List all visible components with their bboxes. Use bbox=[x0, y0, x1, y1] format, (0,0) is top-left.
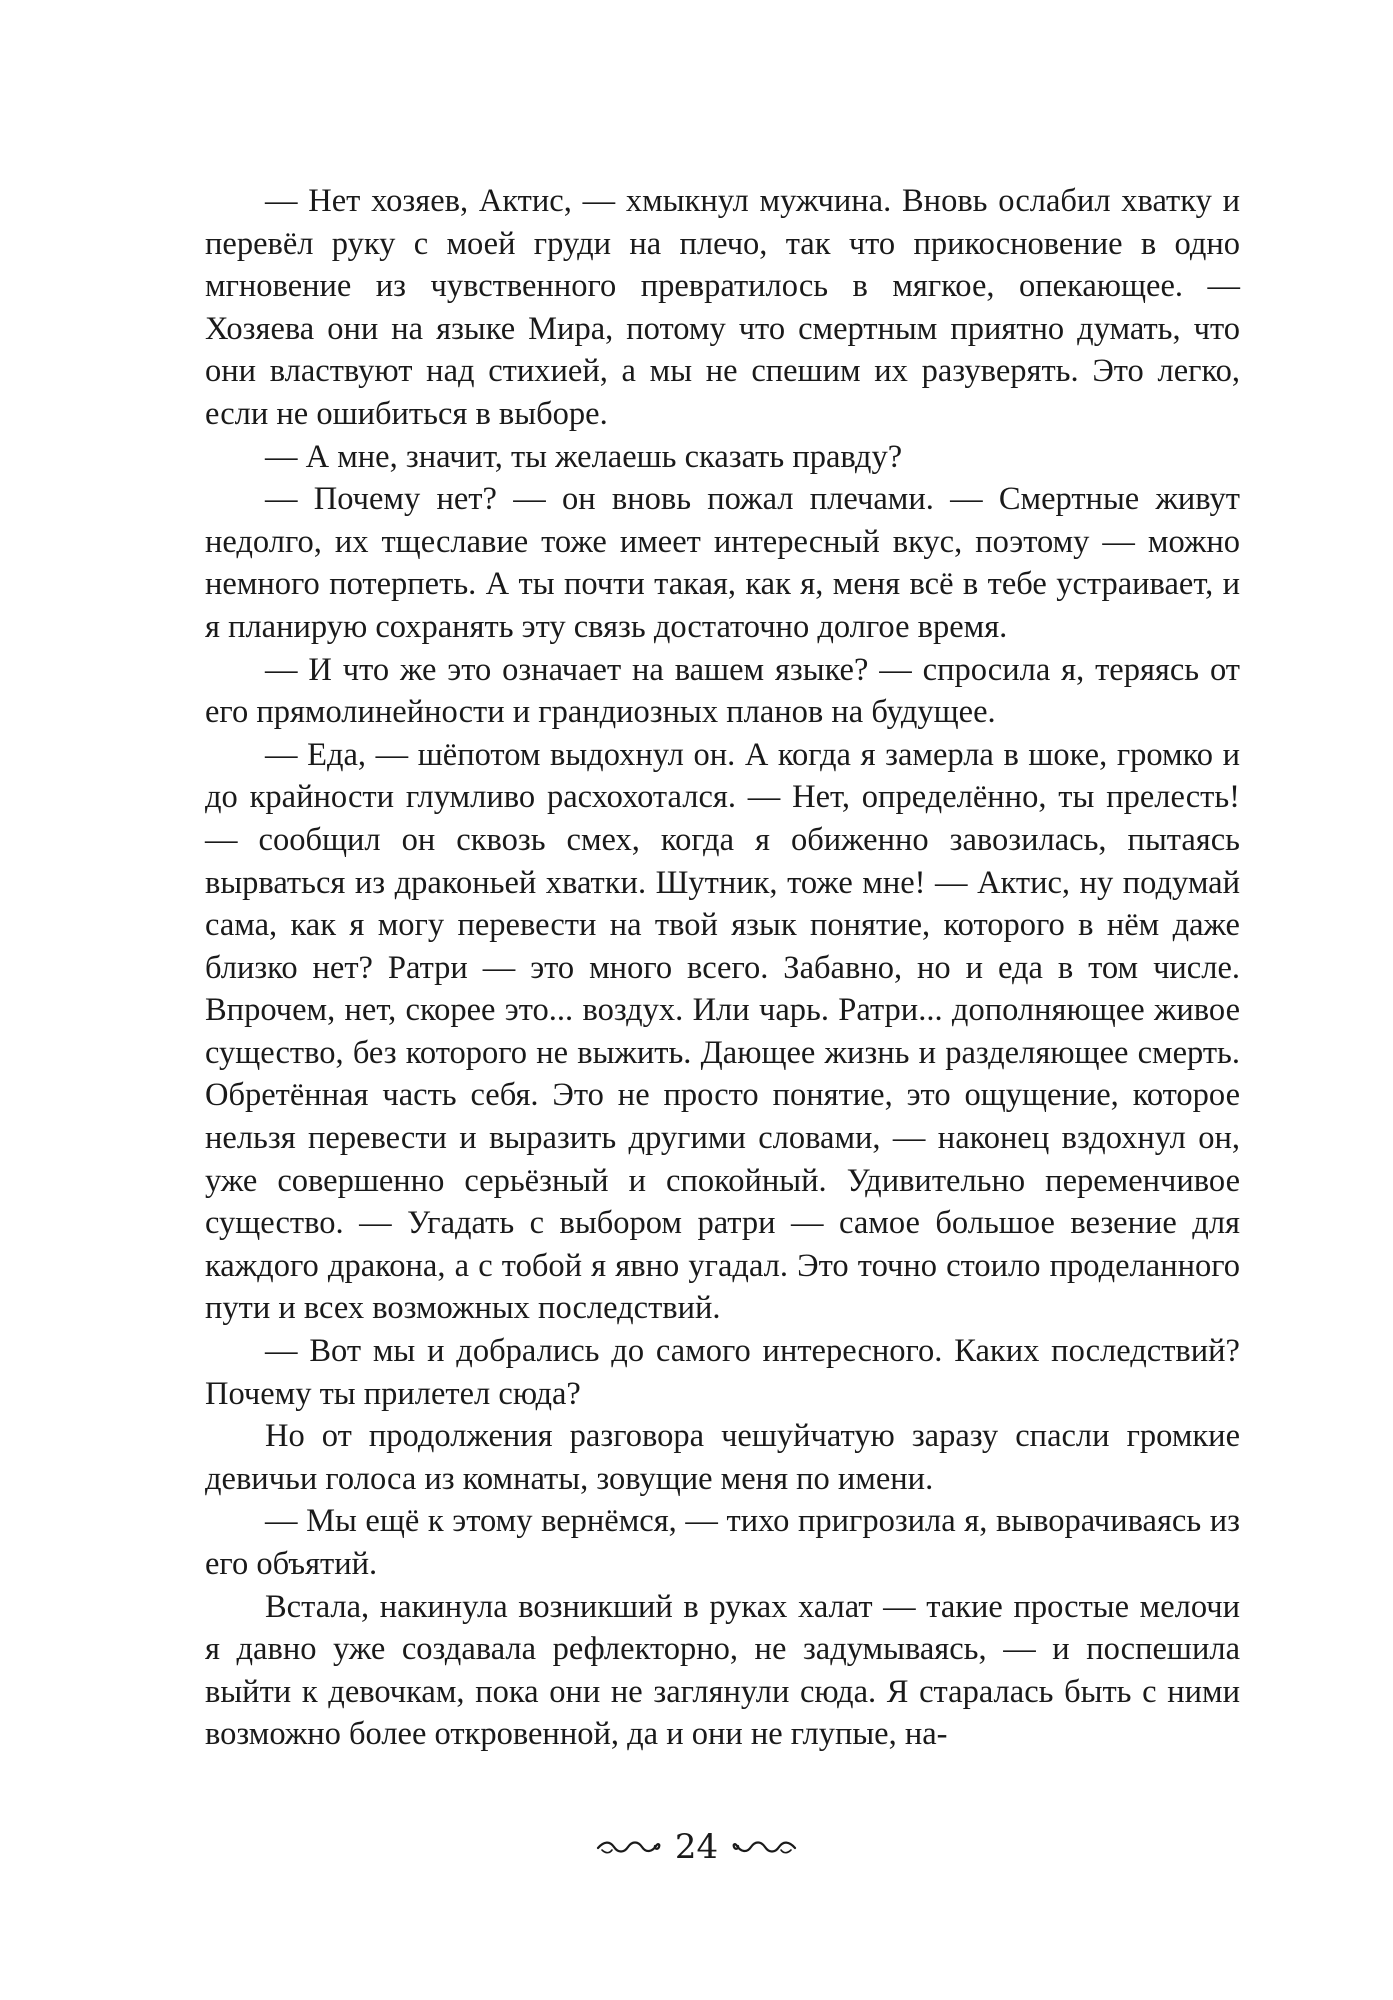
flourish-right-icon bbox=[731, 1838, 797, 1856]
paragraph-9: Встала, накинула возникший в руках халат — такие простые мелочи я давно уже создавала рефлекторно, не задумываясь, — и поспешила выйти к девочкам, пока они не заглянули сюда. Я старалась быть с ними возможно более откровенной, да и они не глупые, на- bbox=[205, 1588, 1240, 1753]
paragraph-3: — Почему нет? — он вновь пожал плечами. — Смертные живут недолго, их тщеславие тоже имеет интересный вкус, поэтому — можно немного потерпеть. А ты почти такая, как я, меня всё в тебе устраивает, и я планирую сохранять эту связь достаточно долгое время. bbox=[205, 481, 1240, 645]
paragraph-5: — Еда, — шёпотом выдохнул он. А когда я замерла в шоке, громко и до крайности глумливо расхохотался. — Нет, определённо, ты прелесть! — сообщил он сквозь смех, когда я обиженно завозилась, пытаясь вырваться из драконьей хватки. Шутник, тоже мне! — Актис, ну подумай сама, как я могу перевести на твой язык понятие, которого в нём даже близко нет? Ратри — это много всего. Забавно, но и еда в том числе. Впрочем, нет, скорее это... воздух. Или чарь. Ратри... дополняющее живое существо, без которого не выжить. Дающее жизнь и разделяющее смерть. Обретённая часть себя. Это не просто понятие, это ощущение, которое нельзя перевести и выразить другими словами, — наконец вздохнул он, уже совершенно серьёзный и спокойный. Удивительно переменчивое существо. — Угадать с выбором ратри — самое большое везение для каждого дракона, а с тобой я явно угадал. Это точно стоило проделанного пути и всех возможных последствий. bbox=[205, 736, 1240, 1327]
paragraph-6: — Вот мы и добрались до самого интересного. Каких последствий? Почему ты прилетел сюда? bbox=[205, 1333, 1240, 1412]
paragraph-1: — Нет хозяев, Актис, — хмыкнул мужчина. Вновь ослабил хватку и перевёл руку с моей груди на плечо, так что прикосновение в одно мгновение из чувственного превратилось в мягкое, опекающее. — Хозяева они на языке Мира, потому что смертным приятно думать, что они властвуют над стихией, а мы не спешим их разуверять. Это легко, если не ошибиться в выборе. bbox=[205, 183, 1240, 432]
page-number: 24 bbox=[674, 1827, 719, 1868]
flourish-left-icon bbox=[596, 1838, 662, 1856]
paragraph-4: — И что же это означает на вашем языке? — спросила я, теряясь от его прямолинейности и грандиозных планов на будущее. bbox=[205, 651, 1240, 731]
body-text bbox=[205, 180, 1240, 1756]
page-footer bbox=[0, 1825, 1393, 1867]
paragraph-2: — А мне, значит, ты желаешь сказать правду? bbox=[265, 438, 903, 475]
paragraph-8: — Мы ещё к этому вернёмся, — тихо пригрозила я, выворачиваясь из его объятий. bbox=[205, 1503, 1240, 1582]
paragraph-7: Но от продолжения разговора чешуйчатую заразу спасли громкие девичьи голоса из комнаты, зовущие меня по имени. bbox=[205, 1418, 1240, 1497]
